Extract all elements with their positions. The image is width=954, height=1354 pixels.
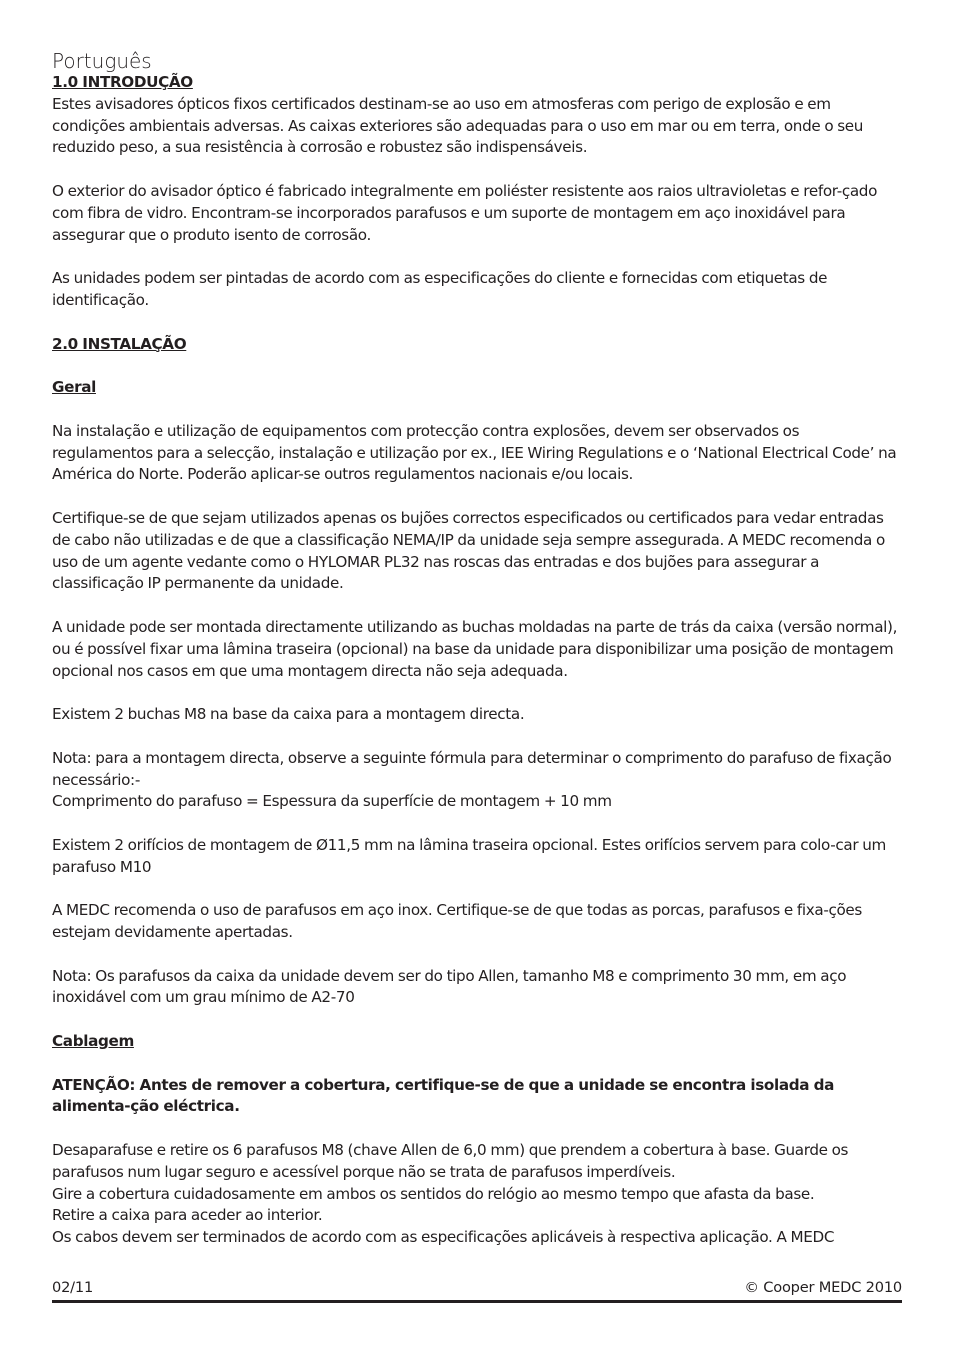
wiring-instruction: Os cabos devem ser terminados de acordo com as especificações aplicáveis à respectiva aplicação. A MEDC xyxy=(52,1228,835,1247)
wiring-instruction: Desaparafuse e retire os 6 parafusos M8 (chave Allen de 6,0 mm) que prendem a cobertura à base. Guarde os parafusos num lugar seguro e acessível porque não se trata de parafusos imperdíveis. xyxy=(52,1141,849,1181)
section-heading-installation: 2.0 INSTALAÇÃO xyxy=(52,334,187,353)
paragraph: Existem 2 orifícios de montagem de Ø11,5 mm na lâmina traseira opcional. Estes orifícios servem para colo-car um parafuso M10 xyxy=(52,835,886,876)
warning-text: ATENÇÃO: Antes de remover a cobertura, certifique-se de que a unidade se encontra isolada da alimenta-ção eléctrica. xyxy=(52,1075,835,1116)
wiring-instruction: Retire a caixa para aceder ao interior. xyxy=(52,1206,323,1225)
paragraph: Certifique-se de que sejam utilizados apenas os bujões correctos especificados ou certificados para vedar entradas de cabo não utilizadas e de que a classificação NEMA/IP da unidade seja sempre assegurada. A MEDC recomenda o uso de um agente vedante como o HYLOMAR PL32 nas roscas das entradas e dos bujões para assegurar a classificação IP permanente da unidade. xyxy=(52,508,885,593)
paragraph: A MEDC recomenda o uso de parafusos em aço inox. Certifique-se de que todas as porcas, parafusos e fixa-ções estejam devidamente apertadas. xyxy=(52,901,862,942)
paragraph: Estes avisadores ópticos fixos certificados destinam-se ao uso em atmosferas com perigo de explosão e em condições ambientais adversas. As caixas exteriores são adequadas para o uso em mar ou em terra, onde o seu reduzido peso, a sua resistência à corrosão e robustez são indispensáveis. xyxy=(52,94,864,157)
paragraph: Na instalação e utilização de equipamentos com protecção contra explosões, devem ser observados os regulamentos para a selecção, instalação e utilização por ex., IEE Wiring Regulations e o ‘National Electrical Code’ na América do Norte. Poderão aplicar-se outros regulamentos nacionais e/ou locais. xyxy=(52,421,897,484)
subheading-wiring: Cablagem xyxy=(52,1032,134,1051)
footer-rule xyxy=(52,1300,902,1303)
paragraph: As unidades podem ser pintadas de acordo com as especificações do cliente e fornecidas com etiquetas de identificação. xyxy=(52,269,828,309)
paragraph: Existem 2 buchas M8 na base da caixa para a montagem directa. xyxy=(52,705,525,724)
subheading-general: Geral xyxy=(52,378,96,397)
section-heading-introduction: 1.0 INTRODUÇÃO xyxy=(52,73,193,91)
copyright-notice: © Cooper MEDC 2010 xyxy=(744,1279,902,1296)
bolt-length-formula: Comprimento do parafuso = Espessura da superfície de montagem + 10 mm xyxy=(52,792,612,811)
paragraph: O exterior do avisador óptico é fabricado integralmente em poliéster resistente aos raios ultravioletas e refor-çado com fibra de vidro. Encontram-se incorporados parafusos e um suporte de montagem em aço inoxidável para assegurar que o produto isento de corrosão. xyxy=(52,181,878,244)
document-body xyxy=(52,72,902,1249)
language-title: Português xyxy=(52,49,152,73)
paragraph: A unidade pode ser montada directamente utilizando as buchas moldadas na parte de trás da caixa (versão normal), ou é possível fixar uma lâmina traseira (opcional) na base da unidade para disponibilizar uma posição de montagem opcional nos casos em que uma montagem directa não seja adequada. xyxy=(52,617,898,680)
page-content xyxy=(52,50,902,1249)
date-code: 02/11 xyxy=(52,1279,94,1296)
paragraph: Nota: Os parafusos da caixa da unidade devem ser do tipo Allen, tamanho M8 e comprimento 30 mm, em aço inoxidável com um grau mínimo de A2-70 xyxy=(52,966,847,1007)
wiring-instruction: Gire a cobertura cuidadosamente em ambos os sentidos do relógio ao mesmo tempo que afasta da base. xyxy=(52,1184,815,1203)
note-bolt-formula: Nota: para a montagem directa, observe a seguinte fórmula para determinar o comprimento do parafuso de fixação necessário:- xyxy=(52,748,892,789)
